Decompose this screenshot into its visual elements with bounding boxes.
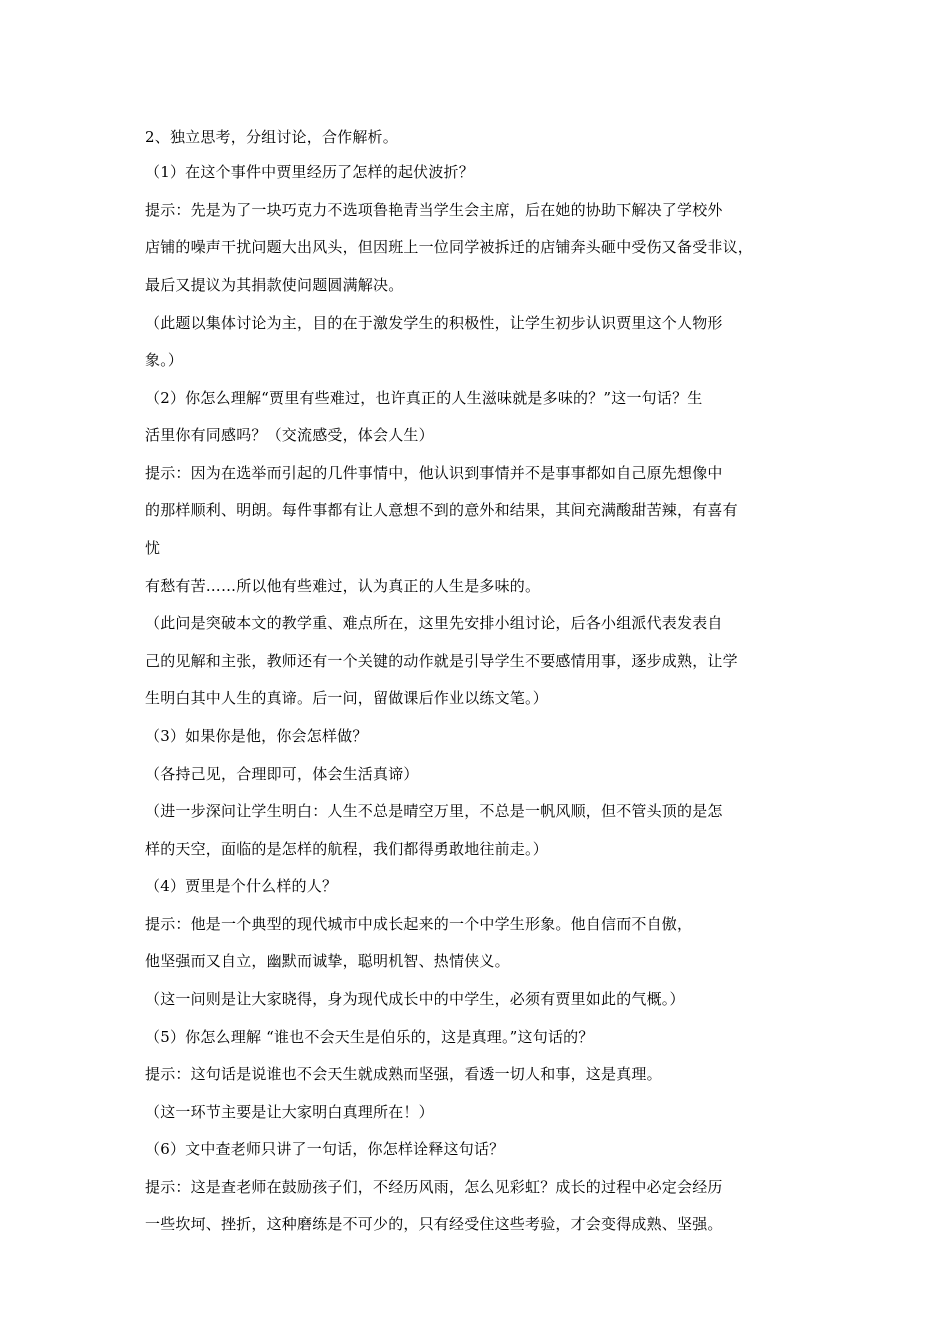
hint-2-line-4: 有愁有苦……所以他有些难过，认为真正的人生是多味的。 (145, 577, 541, 595)
note-3-line-1: （各持己见，合理即可，体会生活真谛） (145, 765, 419, 783)
hint-4-line-2: 他坚强而又自立，幽默而诚挚，聪明机智、热情侠义。 (145, 952, 510, 970)
note-1-line-2: 象。） (145, 351, 184, 369)
note-2-line-2: 己的见解和主张，教师还有一个关键的动作就是引导学生不要感情用事，逐步成熟，让学 (145, 652, 738, 670)
question-3: （3）如果你是他，你会怎样做？ (145, 727, 368, 745)
hint-1-line-2: 店铺的噪声干扰问题大出风头，但因班上一位同学被拆迁的店铺奔头砸中受伤又备受非议， (145, 238, 754, 256)
hint-1-line-1: 提示：先是为了一块巧克力不选项鲁艳青当学生会主席，后在她的协助下解决了学校外 (145, 201, 723, 219)
hint-6-line-1: 提示：这是查老师在鼓励孩子们，不经历风雨，怎么见彩虹？成长的过程中必定会经历 (145, 1178, 723, 1196)
question-1: （1）在这个事件中贾里经历了怎样的起伏波折？ (145, 163, 474, 181)
question-6: （6）文中查老师只讲了一句话，你怎样诠释这句话？ (145, 1140, 505, 1158)
hint-2-line-3: 忧 (145, 539, 161, 557)
question-2-line-1: （2）你怎么理解“贾里有些难过，也许真正的人生滋味就是多味的？”这一句话？生 (145, 389, 703, 407)
hint-5: 提示：这句话是说谁也不会天生就成熟而坚强，看透一切人和事，这是真理。 (145, 1065, 662, 1083)
note-2-line-1: （此问是突破本文的教学重、难点所在，这里先安排小组讨论，后各小组派代表发表自 (145, 614, 723, 632)
note-4: （这一问则是让大家晓得，身为现代成长中的中学生，必须有贾里如此的气概。） (145, 990, 685, 1008)
question-4: （4）贾里是个什么样的人？ (145, 877, 338, 895)
hint-6-line-2: 一些坎坷、挫折，这种磨练是不可少的，只有经受住这些考验，才会变得成熟、坚强。 (145, 1215, 723, 1233)
note-3-line-3: 样的天空，面临的是怎样的航程，我们都得勇敢地往前走。） (145, 840, 548, 858)
question-2-line-2: 活里你有同感吗？（交流感受，体会人生） (145, 426, 434, 444)
hint-1-line-3: 最后又提议为其捐款使问题圆满解决。 (145, 276, 404, 294)
note-2-line-3: 生明白其中人生的真谛。后一问，留做课后作业以练文笔。） (145, 689, 548, 707)
note-5: （这一环节主要是让大家明白真理所在！） (145, 1103, 434, 1121)
question-5: （5）你怎么理解 “谁也不会天生是伯乐的，这是真理。”这句话的？ (145, 1028, 594, 1046)
note-1-line-1: （此题以集体讨论为主，目的在于激发学生的积极性，让学生初步认识贾里这个人物形 (145, 314, 723, 332)
hint-4-line-1: 提示：他是一个典型的现代城市中成长起来的一个中学生形象。他自信而不自傲， (145, 915, 693, 933)
hint-2-line-1: 提示：因为在选举而引起的几件事情中，他认识到事情并不是事事都如自己原先想像中 (145, 464, 723, 482)
note-3-line-2: （进一步深问让学生明白：人生不总是晴空万里，不总是一帆风顺，但不管头顶的是怎 (145, 802, 723, 820)
hint-2-line-2: 的那样顺利、明朗。每件事都有让人意想不到的意外和结果，其间充满酸甜苦辣，有喜有 (145, 501, 738, 519)
section-heading: 2、独立思考，分组讨论，合作解析。 (145, 128, 398, 146)
